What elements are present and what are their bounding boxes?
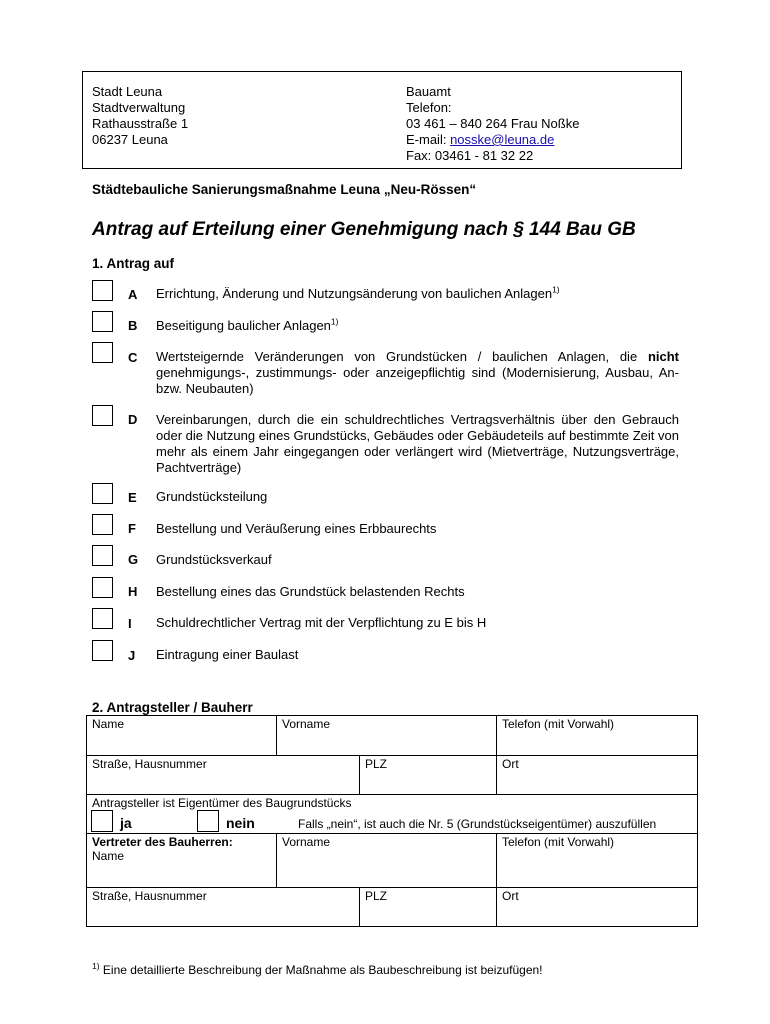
option-letter: G: [128, 552, 139, 567]
contact-block: [406, 84, 579, 164]
field-label: Telefon (mit Vorwahl): [502, 717, 615, 731]
option-letter: F: [128, 521, 136, 536]
field-label: Telefon (mit Vorwahl): [502, 835, 615, 849]
email-label: E-mail:: [406, 132, 451, 147]
representative-vorname-field[interactable]: [276, 834, 496, 887]
option-letter: I: [128, 616, 132, 631]
owner-yes-checkbox[interactable]: [91, 810, 113, 832]
footnote: [92, 963, 543, 977]
applicant-name-row: [86, 715, 698, 756]
strasse-field[interactable]: [87, 756, 359, 794]
address-line: Stadt Leuna: [92, 84, 163, 99]
department: Bauamt: [406, 84, 451, 99]
option-f-text: Bestellung und Veräußerung eines Erbbaurechts: [156, 521, 437, 536]
field-label: PLZ: [365, 757, 388, 771]
field-label: PLZ: [365, 889, 388, 903]
representative-plz-field[interactable]: [359, 888, 496, 926]
option-letter: C: [128, 350, 138, 365]
option-d-text: Vereinbarungen, durch die ein schuldrechtliches Vertragsverhältnis über den Gebrauch oder die Nutzung eines Grundstücks, Gebäudes oder Gebäudeteils auf bestimmte Zeit von mehr als einem Jahr eingegangen oder verlängert wird (Mietverträge, Nutzungsverträge, Pachtverträge): [156, 412, 679, 475]
representative-name-field[interactable]: [87, 834, 276, 887]
email-link[interactable]: nosske@leuna.de: [450, 132, 555, 147]
plz-field[interactable]: [359, 756, 496, 794]
checkbox-h[interactable]: [92, 577, 113, 598]
footnote-text: Eine detaillierte Beschreibung der Maßnahme als Baubeschreibung ist beizufügen!: [99, 963, 543, 977]
owner-yes-label: ja: [120, 815, 132, 831]
field-label: Straße, Hausnummer: [92, 757, 207, 771]
owner-no-checkbox[interactable]: [197, 810, 219, 832]
ort-field[interactable]: [496, 756, 697, 794]
field-label: Antragsteller ist Eigentümer des Baugrundstücks: [92, 796, 352, 810]
option-letter: A: [128, 287, 138, 302]
phone-number: 03 461 – 840 264 Frau Noßke: [406, 116, 580, 131]
telefon-field[interactable]: [496, 716, 697, 755]
option-c-text: [156, 349, 679, 397]
footnote-marker: 1): [92, 961, 100, 971]
vorname-field[interactable]: [276, 716, 496, 755]
applicant-address-row: [86, 755, 698, 795]
section-2-heading: 2. Antragsteller / Bauherr: [92, 700, 253, 715]
field-label: Vorname: [282, 717, 331, 731]
footnote-ref: 1): [330, 316, 339, 327]
field-label: Name: [92, 717, 125, 731]
checkbox-c[interactable]: [92, 342, 113, 363]
option-emphasis: nicht: [647, 349, 679, 364]
checkbox-e[interactable]: [92, 483, 113, 504]
field-label: Vertreter des Bauherren:: [92, 835, 233, 849]
field-label: Ort: [502, 889, 519, 903]
field-label: Vorname: [282, 835, 331, 849]
authority-address: [92, 84, 188, 148]
footnote-ref: 1): [552, 284, 560, 295]
representative-strasse-field[interactable]: [87, 888, 359, 926]
option-a-text: [156, 286, 679, 302]
field-label: Ort: [502, 757, 519, 771]
option-text: genehmigungs-, zustimmungs- oder anzeigepflichtig sind (Modernisierung, Ausbau, An- bzw. Neubauten): [156, 365, 679, 396]
checkbox-b[interactable]: [92, 311, 113, 332]
representative-name-row: [86, 833, 698, 888]
checkbox-g[interactable]: [92, 545, 113, 566]
option-letter: J: [128, 648, 136, 663]
option-text: Wertsteigernde Veränderungen von Grundstücken / baulichen Anlagen, die: [156, 349, 648, 364]
address-line: 06237 Leuna: [92, 132, 168, 147]
checkbox-i[interactable]: [92, 608, 113, 629]
checkbox-j[interactable]: [92, 640, 113, 661]
address-line: Stadtverwaltung: [92, 100, 186, 115]
option-text: Errichtung, Änderung und Nutzungsänderung von baulichen Anlagen: [156, 286, 553, 301]
owner-note: Falls „nein“, ist auch die Nr. 5 (Grundstückseigentümer) auszufüllen: [298, 817, 657, 831]
field-label: Straße, Hausnummer: [92, 889, 207, 903]
option-text: Beseitigung baulicher Anlagen: [156, 318, 331, 333]
form-title: Antrag auf Erteilung einer Genehmigung nach § 144 Bau GB: [92, 219, 636, 240]
phone-label: Telefon:: [406, 100, 452, 115]
option-letter: E: [128, 490, 137, 505]
option-g-text: Grundstücksverkauf: [156, 552, 272, 567]
checkbox-d[interactable]: [92, 405, 113, 426]
address-line: Rathausstraße 1: [92, 116, 189, 131]
option-letter: B: [128, 318, 138, 333]
project-title: Städtebauliche Sanierungsmaßnahme Leuna „Neu-Rössen“: [92, 182, 477, 197]
option-i-text: Schuldrechtlicher Vertrag mit der Verpflichtung zu E bis H: [156, 615, 487, 630]
option-letter: H: [128, 584, 138, 599]
checkbox-f[interactable]: [92, 514, 113, 535]
fax-number: Fax: 03461 - 81 32 22: [406, 148, 534, 163]
field-label: Name: [92, 849, 125, 863]
checkbox-a[interactable]: [92, 280, 113, 301]
section-1-heading: 1. Antrag auf: [92, 256, 175, 271]
representative-address-row: [86, 887, 698, 927]
representative-telefon-field[interactable]: [496, 834, 697, 887]
name-field[interactable]: [87, 716, 276, 755]
representative-ort-field[interactable]: [496, 888, 697, 926]
option-j-text: Eintragung einer Baulast: [156, 647, 299, 662]
option-letter: D: [128, 412, 138, 427]
option-b-text: [156, 318, 679, 334]
owner-no-label: nein: [226, 815, 255, 831]
option-h-text: Bestellung eines das Grundstück belastenden Rechts: [156, 584, 465, 599]
email-line: [406, 132, 579, 148]
option-e-text: Grundstücksteilung: [156, 489, 268, 504]
